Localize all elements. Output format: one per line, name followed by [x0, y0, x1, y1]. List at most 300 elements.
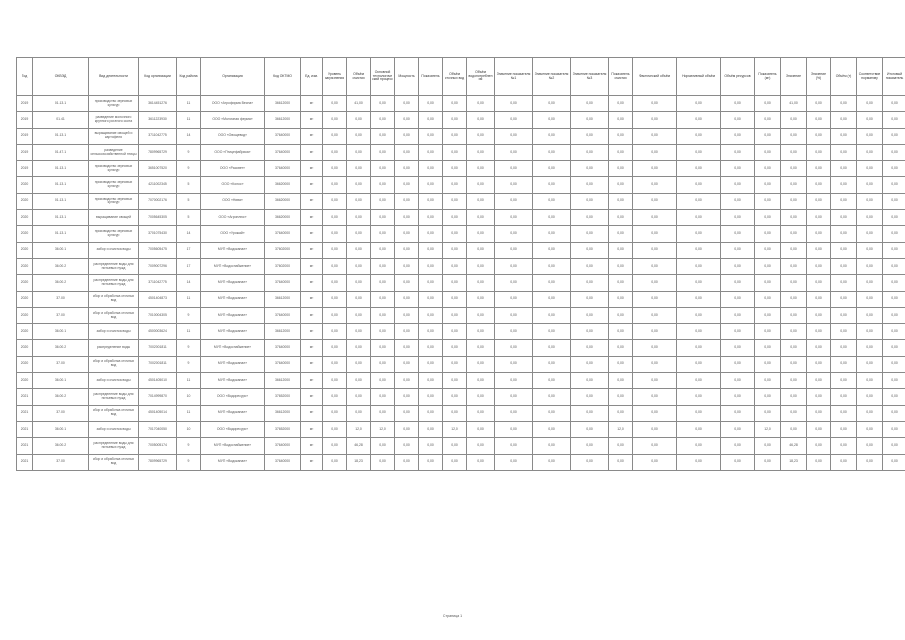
table-cell: 0,00: [857, 373, 883, 389]
table-cell: 36612000: [265, 405, 301, 421]
table-cell: 0,00: [419, 307, 443, 323]
table-cell: 0,00: [323, 128, 347, 144]
table-cell: 0,00: [443, 112, 467, 128]
table-cell: 36620000: [265, 177, 301, 193]
table-cell: 0,00: [807, 112, 831, 128]
table-cell: 0,00: [571, 177, 609, 193]
table-cell: 0,00: [857, 340, 883, 356]
table-cell: 0,00: [831, 242, 857, 258]
table-cell: 0,00: [571, 275, 609, 291]
table-cell: 0,00: [677, 454, 721, 470]
table-cell: производство зерновых культур: [89, 161, 139, 177]
table-cell: 0,00: [347, 242, 371, 258]
table-cell: 0,00: [323, 291, 347, 307]
table-cell: забор и очистка воды: [89, 421, 139, 437]
table-cell: 0,00: [677, 96, 721, 112]
table-cell: 0,00: [883, 161, 905, 177]
table-cell: ООО «Урожай»: [201, 226, 265, 242]
table-cell: 37652000: [265, 389, 301, 405]
column-header: Значение показателя №2: [533, 58, 571, 96]
table-cell: м³: [301, 144, 323, 160]
table-cell: 9: [177, 307, 201, 323]
column-header: Год: [17, 58, 33, 96]
table-cell: 0,00: [677, 210, 721, 226]
table-cell: 0,00: [857, 193, 883, 209]
table-cell: ООО «Молочная ферма»: [201, 112, 265, 128]
table-cell: 0,00: [395, 373, 419, 389]
table-cell: 0,00: [721, 356, 755, 372]
table-cell: 0,00: [721, 226, 755, 242]
table-cell: ООО «Овощевод»: [201, 128, 265, 144]
table-cell: 0,00: [609, 128, 633, 144]
table-cell: 0,00: [677, 405, 721, 421]
table-cell: 0,00: [395, 405, 419, 421]
table-cell: 0,00: [495, 193, 533, 209]
table-cell: 0,00: [721, 389, 755, 405]
table-cell: производство зерновых культур: [89, 96, 139, 112]
table-cell: 0,00: [781, 144, 807, 160]
table-cell: сбор и обработка сточных вод: [89, 291, 139, 307]
table-cell: 0,00: [721, 421, 755, 437]
table-cell: МУП «Водоканал»: [201, 324, 265, 340]
table-cell: 0,00: [609, 340, 633, 356]
table-cell: 4501404873: [139, 291, 177, 307]
table-cell: 36612000: [265, 373, 301, 389]
table-cell: 0,00: [467, 275, 495, 291]
table-cell: 0,00: [831, 128, 857, 144]
table-cell: 0,00: [857, 128, 883, 144]
table-cell: 0,00: [533, 161, 571, 177]
table-cell: 0,00: [857, 242, 883, 258]
table-cell: 0,00: [807, 356, 831, 372]
table-cell: 0,00: [633, 291, 677, 307]
column-header: Основной технологический процесс: [371, 58, 395, 96]
table-cell: м³: [301, 242, 323, 258]
table-cell: м³: [301, 210, 323, 226]
table-cell: 0,00: [831, 373, 857, 389]
table-cell: 0,00: [323, 373, 347, 389]
table-cell: 0,00: [831, 112, 857, 128]
table-cell: 0,00: [857, 421, 883, 437]
table-cell: 36.00.1: [33, 324, 89, 340]
table-cell: 0,00: [395, 324, 419, 340]
table-cell: 0,00: [857, 144, 883, 160]
table-cell: 0,00: [609, 307, 633, 323]
table-cell: МУП «Водоснабжение»: [201, 438, 265, 454]
table-cell: 0,00: [609, 389, 633, 405]
table-cell: 0,00: [807, 389, 831, 405]
table-cell: м³: [301, 324, 323, 340]
table-cell: 0,00: [467, 112, 495, 128]
table-cell: 0,00: [371, 454, 395, 470]
table-cell: 0,00: [323, 161, 347, 177]
table-cell: 0,00: [831, 389, 857, 405]
table-cell: 2020: [17, 373, 33, 389]
table-cell: 0,00: [609, 161, 633, 177]
table-cell: 0,00: [347, 389, 371, 405]
table-cell: 0,00: [781, 161, 807, 177]
table-cell: 0,00: [371, 144, 395, 160]
table-cell: 0,00: [347, 275, 371, 291]
table-cell: 0,00: [677, 226, 721, 242]
table-row: [17, 389, 905, 405]
table-cell: ООО «Водоресурс»: [201, 421, 265, 437]
table-cell: 0,00: [495, 242, 533, 258]
table-cell: 0,00: [857, 324, 883, 340]
table-cell: 12,0: [609, 421, 633, 437]
table-cell: 0,00: [633, 373, 677, 389]
table-cell: 0,00: [677, 421, 721, 437]
table-cell: 7809965729: [139, 144, 177, 160]
table-cell: 0,00: [395, 275, 419, 291]
table-cell: 0,00: [571, 324, 609, 340]
table-cell: производство зерновых культур: [89, 177, 139, 193]
table-cell: 0,00: [831, 258, 857, 274]
column-header: Вид деятельности: [89, 58, 139, 96]
table-cell: 0,00: [395, 421, 419, 437]
table-cell: 0,00: [419, 454, 443, 470]
table-cell: 36.00.2: [33, 258, 89, 274]
table-cell: 0,00: [807, 405, 831, 421]
table-cell: 0,00: [609, 193, 633, 209]
table-cell: 0,00: [533, 405, 571, 421]
table-cell: 0,00: [443, 405, 467, 421]
page-footer: Страница 1: [442, 614, 463, 618]
table-cell: 0,00: [419, 177, 443, 193]
table-cell: 0,00: [467, 356, 495, 372]
table-cell: 7009007296: [139, 258, 177, 274]
table-cell: 0,00: [533, 275, 571, 291]
table-cell: 7002001811: [139, 356, 177, 372]
table-cell: м³: [301, 373, 323, 389]
table-row: [17, 226, 905, 242]
table-cell: 0,00: [495, 356, 533, 372]
table-cell: 0,00: [571, 144, 609, 160]
table-cell: 0,00: [419, 128, 443, 144]
table-cell: м³: [301, 340, 323, 356]
table-row: [17, 291, 905, 307]
table-cell: 0,00: [807, 193, 831, 209]
column-header: Показатель: [419, 58, 443, 96]
table-cell: 0,00: [323, 258, 347, 274]
table-cell: 0,00: [633, 144, 677, 160]
table-cell: ООО «Рассвет»: [201, 161, 265, 177]
table-cell: 0,00: [633, 389, 677, 405]
table-cell: 0,00: [781, 307, 807, 323]
table-cell: 2020: [17, 242, 33, 258]
table-cell: распределение воды для питьевых нужд: [89, 389, 139, 405]
column-header: Объём ресурсов: [721, 58, 755, 96]
table-cell: 0,00: [721, 177, 755, 193]
table-cell: 0,00: [467, 193, 495, 209]
table-cell: 0,00: [495, 454, 533, 470]
column-header: Итоговый показатель: [883, 58, 905, 96]
table-cell: 0,00: [371, 324, 395, 340]
table-cell: 0,00: [571, 373, 609, 389]
table-cell: 0,00: [807, 340, 831, 356]
table-cell: распределение воды для питьевых нужд: [89, 275, 139, 291]
table-cell: 37640000: [265, 275, 301, 291]
table-cell: 0,00: [857, 438, 883, 454]
table-cell: 0,00: [571, 226, 609, 242]
table-cell: 11: [177, 373, 201, 389]
table-cell: 0,00: [721, 405, 755, 421]
table-cell: м³: [301, 405, 323, 421]
table-cell: 10: [177, 421, 201, 437]
table-cell: 0,00: [857, 112, 883, 128]
table-cell: 0,00: [721, 161, 755, 177]
table-cell: 0,00: [533, 210, 571, 226]
table-cell: 0,00: [721, 210, 755, 226]
table-cell: 0,00: [443, 389, 467, 405]
table-cell: 0,00: [395, 454, 419, 470]
table-cell: 01.13.1: [33, 210, 89, 226]
table-cell: 0,00: [495, 177, 533, 193]
table-cell: 0,00: [633, 242, 677, 258]
table-cell: 0,00: [883, 193, 905, 209]
table-cell: 0,00: [807, 307, 831, 323]
table-cell: 11: [177, 112, 201, 128]
table-cell: 0,00: [495, 258, 533, 274]
table-row: [17, 275, 905, 291]
table-cell: 0,00: [755, 405, 781, 421]
table-cell: 0,00: [677, 389, 721, 405]
table-cell: 0,00: [323, 438, 347, 454]
table-cell: 11: [177, 324, 201, 340]
table-cell: сбор и обработка сточных вод: [89, 356, 139, 372]
table-cell: 0,00: [323, 193, 347, 209]
table-cell: 9: [177, 438, 201, 454]
table-cell: 0,00: [857, 307, 883, 323]
table-cell: 0,00: [371, 340, 395, 356]
table-cell: 0,00: [857, 258, 883, 274]
table-cell: 0,00: [371, 128, 395, 144]
table-cell: 0,00: [857, 161, 883, 177]
table-cell: 0,00: [831, 421, 857, 437]
table-cell: 0,00: [395, 112, 419, 128]
table-cell: 0,00: [883, 405, 905, 421]
column-header: Объём водопотребления: [467, 58, 495, 96]
table-cell: 0,00: [609, 405, 633, 421]
table-cell: 0,00: [467, 128, 495, 144]
table-row: [17, 258, 905, 274]
table-cell: 0,00: [831, 454, 857, 470]
table-cell: 5: [177, 193, 201, 209]
table-cell: МУП «Водоканал»: [201, 291, 265, 307]
table-cell: 0,00: [781, 242, 807, 258]
table-cell: 0,00: [495, 421, 533, 437]
table-cell: 0,00: [371, 161, 395, 177]
table-cell: 12,0: [371, 421, 395, 437]
table-cell: 3614451276: [139, 96, 177, 112]
table-cell: 0,00: [443, 258, 467, 274]
table-cell: 3711042775: [139, 128, 177, 144]
table-row: [17, 128, 905, 144]
table-cell: 0,00: [347, 144, 371, 160]
table-cell: 0,00: [323, 177, 347, 193]
table-cell: 0,00: [609, 210, 633, 226]
table-cell: 0,00: [443, 340, 467, 356]
table-cell: 0,00: [609, 112, 633, 128]
table-cell: 0,00: [781, 193, 807, 209]
table-cell: сбор и обработка сточных вод: [89, 454, 139, 470]
column-header: Код ОКТМО: [265, 58, 301, 96]
table-cell: ООО «Нива»: [201, 193, 265, 209]
table-cell: 37640000: [265, 128, 301, 144]
table-cell: 0,00: [677, 161, 721, 177]
table-cell: 0,00: [609, 438, 633, 454]
table-cell: 0,00: [467, 324, 495, 340]
table-cell: 0,00: [443, 161, 467, 177]
table-cell: 0,00: [609, 324, 633, 340]
table-cell: 0,00: [755, 144, 781, 160]
table-cell: 0,00: [755, 291, 781, 307]
table-cell: 0,00: [323, 389, 347, 405]
table-cell: 0,00: [467, 454, 495, 470]
table-cell: 18,23: [347, 454, 371, 470]
table-cell: 0,00: [633, 324, 677, 340]
table-cell: 2020: [17, 291, 33, 307]
table-cell: 0,00: [633, 421, 677, 437]
table-cell: 2019: [17, 128, 33, 144]
table-cell: 01.13.1: [33, 96, 89, 112]
table-cell: 37602000: [265, 258, 301, 274]
table-cell: 37602000: [265, 242, 301, 258]
table-cell: 0,00: [677, 324, 721, 340]
table-cell: 0,00: [807, 291, 831, 307]
table-cell: 0,00: [755, 373, 781, 389]
table-cell: 0,00: [721, 242, 755, 258]
table-cell: 0,00: [781, 226, 807, 242]
table-cell: 0,00: [371, 193, 395, 209]
table-cell: забор и очистка воды: [89, 242, 139, 258]
data-table: [16, 57, 905, 471]
table-cell: 0,00: [609, 144, 633, 160]
table-row: [17, 373, 905, 389]
table-cell: 0,00: [721, 128, 755, 144]
table-cell: 7005605475: [139, 242, 177, 258]
table-cell: 0,00: [755, 177, 781, 193]
table-row: [17, 324, 905, 340]
table-cell: 0,00: [755, 96, 781, 112]
table-cell: 0,00: [419, 405, 443, 421]
table-cell: 0,00: [571, 454, 609, 470]
table-cell: распределение воды для питьевых нужд: [89, 258, 139, 274]
table-cell: 0,00: [633, 226, 677, 242]
table-cell: 9: [177, 454, 201, 470]
table-cell: 0,00: [533, 128, 571, 144]
column-header: Код организации: [139, 58, 177, 96]
table-cell: 0,00: [609, 242, 633, 258]
table-cell: разведение сельскохозяйственной птицы: [89, 144, 139, 160]
table-cell: м³: [301, 96, 323, 112]
table-cell: 0,00: [419, 226, 443, 242]
table-cell: 0,00: [443, 275, 467, 291]
table-cell: 4500003624: [139, 324, 177, 340]
table-cell: 0,00: [323, 356, 347, 372]
table-cell: 0,00: [883, 275, 905, 291]
table-cell: 0,00: [755, 307, 781, 323]
table-cell: 0,00: [495, 226, 533, 242]
table-cell: МУП «Водоканал»: [201, 307, 265, 323]
table-cell: 0,00: [443, 242, 467, 258]
table-cell: 4211002345: [139, 177, 177, 193]
table-cell: 0,00: [721, 258, 755, 274]
table-cell: 0,00: [807, 275, 831, 291]
table-cell: 0,00: [781, 291, 807, 307]
column-header: Код района: [177, 58, 201, 96]
table-cell: 0,00: [781, 275, 807, 291]
table-cell: 0,00: [371, 177, 395, 193]
table-cell: 5: [177, 210, 201, 226]
table-cell: 0,00: [857, 405, 883, 421]
table-cell: 36.00.2: [33, 389, 89, 405]
table-cell: 0,00: [721, 112, 755, 128]
table-cell: 0,00: [883, 128, 905, 144]
table-cell: 0,00: [371, 226, 395, 242]
table-cell: 36.00.2: [33, 438, 89, 454]
table-cell: 0,00: [677, 373, 721, 389]
column-header: Ед. изм.: [301, 58, 323, 96]
table-cell: м³: [301, 128, 323, 144]
table-cell: 0,00: [807, 454, 831, 470]
table-cell: забор и очистка воды: [89, 373, 139, 389]
table-cell: 0,00: [721, 193, 755, 209]
table-cell: 0,00: [857, 291, 883, 307]
table-cell: 0,00: [571, 161, 609, 177]
column-header: Мощность: [395, 58, 419, 96]
table-cell: 0,00: [395, 96, 419, 112]
table-cell: 0,00: [371, 258, 395, 274]
table-cell: 01.13.1: [33, 161, 89, 177]
table-cell: МУП «Водоканал»: [201, 242, 265, 258]
table-cell: м³: [301, 307, 323, 323]
table-cell: 0,00: [883, 307, 905, 323]
table-cell: 2021: [17, 454, 33, 470]
table-cell: 7002001811: [139, 340, 177, 356]
table-cell: 0,00: [323, 112, 347, 128]
table-cell: 0,00: [467, 177, 495, 193]
table-cell: 0,00: [677, 193, 721, 209]
table-cell: 0,00: [395, 161, 419, 177]
table-row: [17, 405, 905, 421]
table-cell: 0,00: [857, 454, 883, 470]
table-cell: 7809965729: [139, 454, 177, 470]
table-cell: 01.13.1: [33, 226, 89, 242]
table-cell: 0,00: [571, 340, 609, 356]
table-cell: 0,00: [571, 128, 609, 144]
table-cell: м³: [301, 226, 323, 242]
table-cell: сбор и обработка сточных вод: [89, 307, 139, 323]
table-cell: 0,00: [323, 324, 347, 340]
table-cell: 0,00: [781, 210, 807, 226]
table-cell: 0,00: [755, 226, 781, 242]
table-cell: 46,28: [781, 438, 807, 454]
table-cell: 0,00: [857, 356, 883, 372]
table-cell: 37.00: [33, 356, 89, 372]
table-cell: ООО «Агрофирма Весна»: [201, 96, 265, 112]
table-cell: 0,00: [883, 112, 905, 128]
table-cell: 0,00: [495, 324, 533, 340]
table-row: [17, 307, 905, 323]
table-cell: 0,00: [883, 373, 905, 389]
table-cell: 0,00: [443, 307, 467, 323]
table-cell: 0,00: [831, 210, 857, 226]
table-cell: 2020: [17, 275, 33, 291]
table-cell: 2020: [17, 258, 33, 274]
table-cell: м³: [301, 421, 323, 437]
table-cell: МУП «Водоснабжение»: [201, 258, 265, 274]
